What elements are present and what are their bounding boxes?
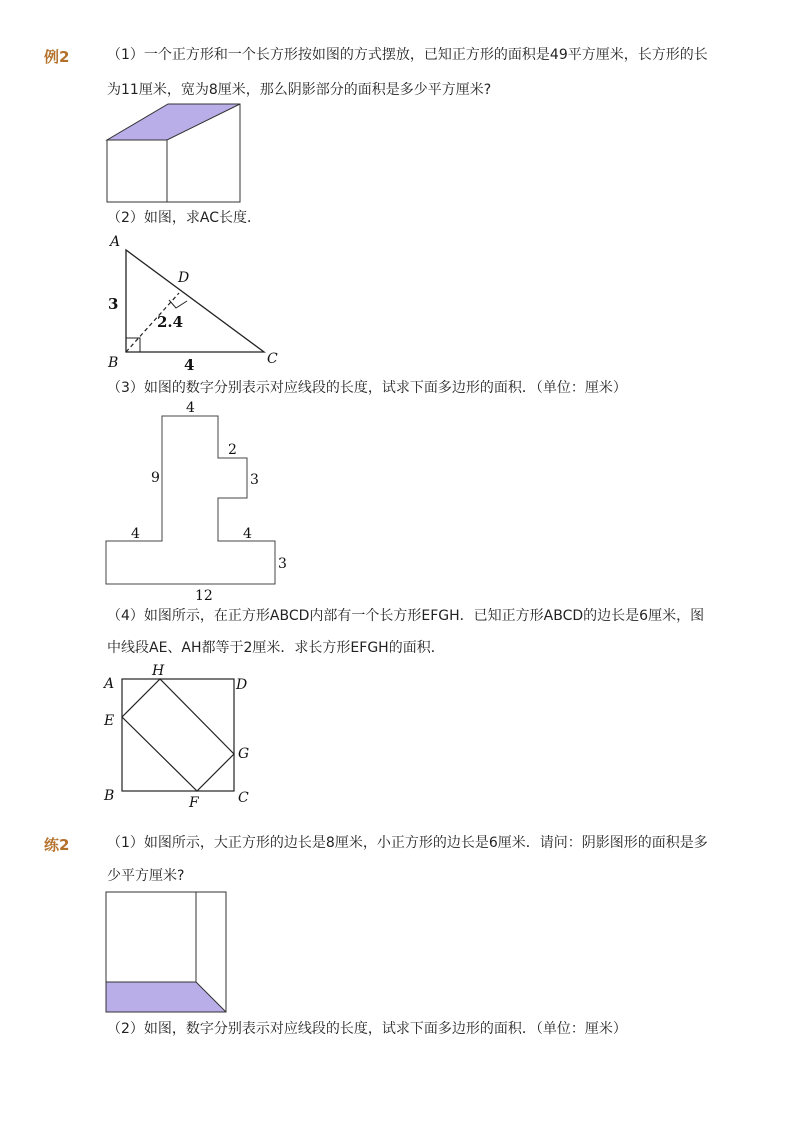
- length-left: 9: [151, 470, 160, 486]
- length-ab: 3: [108, 295, 119, 313]
- length-bottom: 12: [195, 588, 213, 604]
- length-step-right: 3: [250, 472, 259, 488]
- length-bd: 2.4: [157, 313, 184, 331]
- right-angle-mark-d: [169, 300, 187, 308]
- small-square-outline: [106, 892, 196, 982]
- label-e: E: [104, 713, 115, 729]
- practice-2-problem-2-text: （2）如图，数字分别表示对应线段的长度，试求下面多边形的面积．（单位：厘米）: [107, 1021, 627, 1037]
- example-2-problem-3-text: （3）如图的数字分别表示对应线段的长度，试求下面多边形的面积．（单位：厘米）: [107, 380, 627, 396]
- example-2-problem-4-line-2: 中线段AE、AH都等于2厘米．求长方形EFGH的面积．: [107, 640, 445, 656]
- figure-right-triangle: [100, 230, 300, 375]
- example-2-problem-1-line-2: 为11厘米，宽为8厘米，那么阴影部分的面积是多少平方厘米?: [107, 82, 492, 98]
- practice-2-problem-1-line-2: 少平方厘米?: [107, 868, 185, 884]
- label-g: G: [238, 746, 250, 762]
- shaded-parallelogram: [107, 104, 240, 140]
- label-h: H: [152, 663, 165, 679]
- label-d: D: [236, 677, 248, 693]
- figure-two-squares: [100, 888, 235, 1018]
- length-step-top: 2: [228, 442, 237, 458]
- square-abcd-outline: [122, 679, 234, 791]
- label-f: F: [189, 795, 199, 811]
- length-base-left: 4: [131, 526, 140, 542]
- label-c: C: [238, 790, 249, 806]
- polygon-outline: [106, 416, 275, 584]
- figure-polygon: [100, 398, 300, 608]
- practice-2-tag: 练2: [44, 836, 70, 854]
- example-2-problem-1-line-1: （1）一个正方形和一个长方形按如图的方式摆放，已知正方形的面积是49平方厘米，长方形的长: [107, 47, 708, 63]
- label-a: A: [110, 234, 121, 250]
- rectangle-efgh: [122, 679, 234, 791]
- example-2-tag: 例2: [44, 48, 70, 66]
- label-b: B: [104, 788, 115, 804]
- label-b: B: [108, 355, 119, 371]
- figure-square-rectangle: [100, 100, 250, 210]
- example-2-problem-2-text: （2）如图，求AC长度．: [107, 210, 262, 226]
- triangle-abc: [126, 250, 264, 352]
- shaded-trapezoid: [106, 982, 226, 1012]
- square-outline: [107, 140, 167, 202]
- figure-square-abcd: [100, 660, 260, 810]
- length-base-right: 4: [243, 526, 252, 542]
- label-d: D: [178, 270, 190, 286]
- label-c: C: [267, 351, 278, 367]
- label-a: A: [104, 676, 115, 692]
- length-top: 4: [186, 400, 195, 416]
- example-2-problem-4-line-1: （4）如图所示，在正方形ABCD内部有一个长方形EFGH．已知正方形ABCD的边长是6厘米，图: [107, 608, 705, 624]
- practice-2-problem-1-line-1: （1）如图所示，大正方形的边长是8厘米，小正方形的边长是6厘米．请问：阴影图形的面积是多: [107, 835, 708, 851]
- length-base-height: 3: [278, 556, 287, 572]
- length-bc: 4: [184, 356, 195, 374]
